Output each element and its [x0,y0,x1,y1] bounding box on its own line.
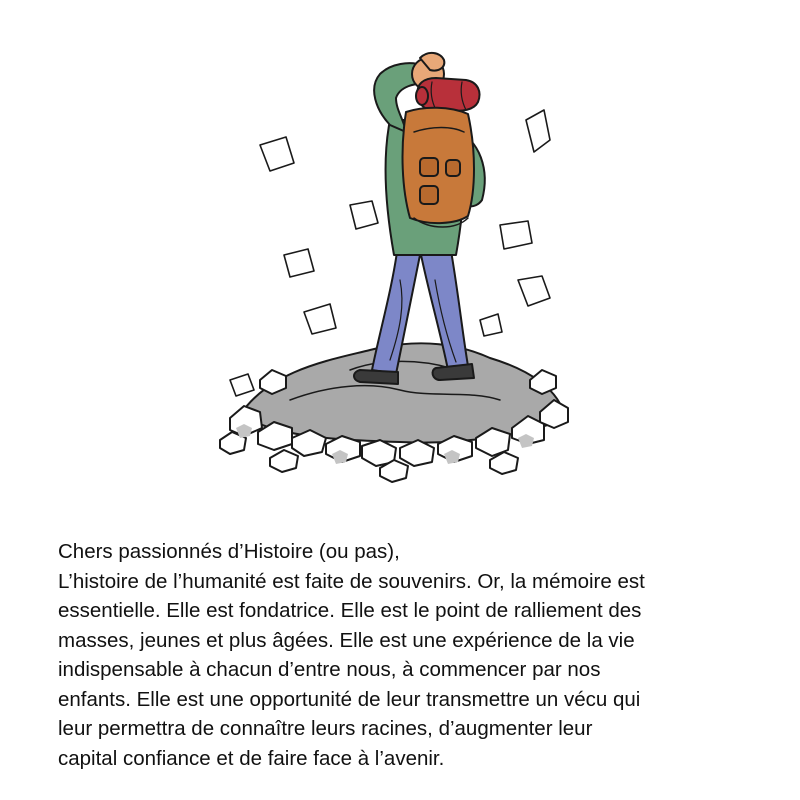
letter-text [58,537,758,773]
letter-line: capital confiance et de faire face à l’avenir. [58,746,445,770]
letter-line: essentielle. Elle est fondatrice. Elle est le point de ralliement des [58,599,642,622]
letter-line: enfants. Elle est une opportunité de leur transmettre un vécu qui [58,687,641,711]
left-shoe [354,370,398,384]
letter-greeting: Chers passionnés d’Histoire (ou pas), [58,540,400,563]
letter-line: masses, jeunes et plus âgées. Elle est une expérience de la vie [58,628,635,652]
hiker-illustration [200,40,600,490]
letter-line: indispensable à chacun d’entre nous, à commencer par nos [58,658,601,681]
letter-line: L’histoire de l’humanité est faite de souvenirs. Or, la mémoire est [58,569,645,593]
letter-line: leur permettra de connaître leurs racines, d’augmenter leur [58,717,593,740]
